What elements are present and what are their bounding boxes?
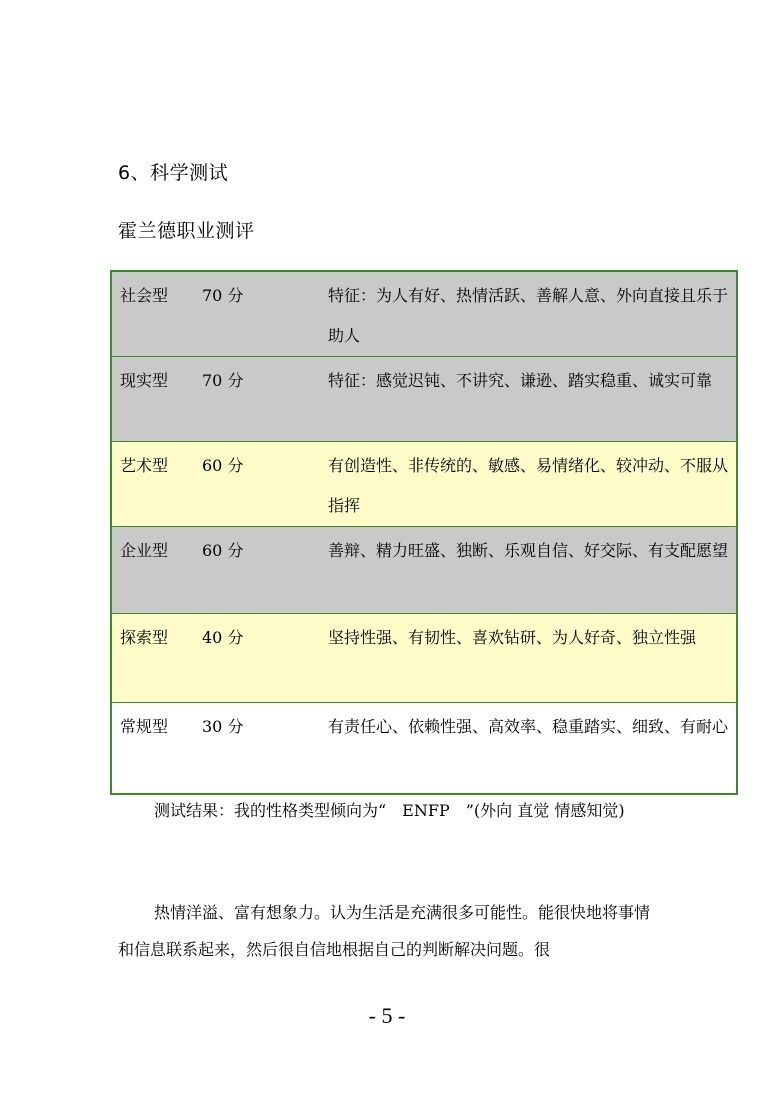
- score-cell: 70 分: [198, 271, 318, 357]
- type-cell: 现实型: [111, 357, 198, 442]
- description-cell: 有创造性、非传统的、敏感、易情绪化、较冲动、不服从指挥: [318, 442, 737, 527]
- type-cell: 艺术型: [111, 442, 198, 527]
- score-cell: 60 分: [198, 442, 318, 527]
- table-row: [111, 703, 737, 795]
- table-row: [111, 527, 737, 614]
- body-paragraph: 热情洋溢、富有想象力。认为生活是充满很多可能性。能很快地将事情和信息联系起来，然后很自信地根据自己的判断解决问题。很: [118, 903, 651, 959]
- score-cell: 60 分: [198, 527, 318, 614]
- type-cell: 企业型: [111, 527, 198, 614]
- score-cell: 30 分: [198, 703, 318, 795]
- type-cell: 探索型: [111, 614, 198, 703]
- type-cell: 社会型: [111, 271, 198, 357]
- table-row: [111, 442, 737, 527]
- table-row: [111, 271, 737, 357]
- description-cell: 坚持性强、有韧性、喜欢钻研、为人好奇、独立性强: [318, 614, 737, 703]
- page-number: - 5 -: [368, 1003, 406, 1028]
- result-paragraph: 测试结果：我的性格类型倾向为“ ENFP ”(外向 直觉 情感知觉): [154, 801, 625, 820]
- subtitle: 霍兰德职业测评: [118, 220, 255, 242]
- description-cell: 有责任心、依赖性强、高效率、稳重踏实、细致、有耐心: [318, 703, 737, 795]
- score-cell: 70 分: [198, 357, 318, 442]
- type-cell: 常规型: [111, 703, 198, 795]
- description-cell: 善辩、精力旺盛、独断、乐观自信、好交际、有支配愿望: [318, 527, 737, 614]
- description-cell: 特征：为人有好、热情活跃、善解人意、外向直接且乐于助人: [318, 271, 737, 357]
- table-row: [111, 614, 737, 703]
- table-row: [111, 357, 737, 442]
- score-cell: 40 分: [198, 614, 318, 703]
- section-title: 6、科学测试: [118, 162, 229, 184]
- holland-result-table: [110, 270, 738, 795]
- description-cell: 特征：感觉迟钝、不讲究、谦逊、踏实稳重、诚实可靠: [318, 357, 737, 442]
